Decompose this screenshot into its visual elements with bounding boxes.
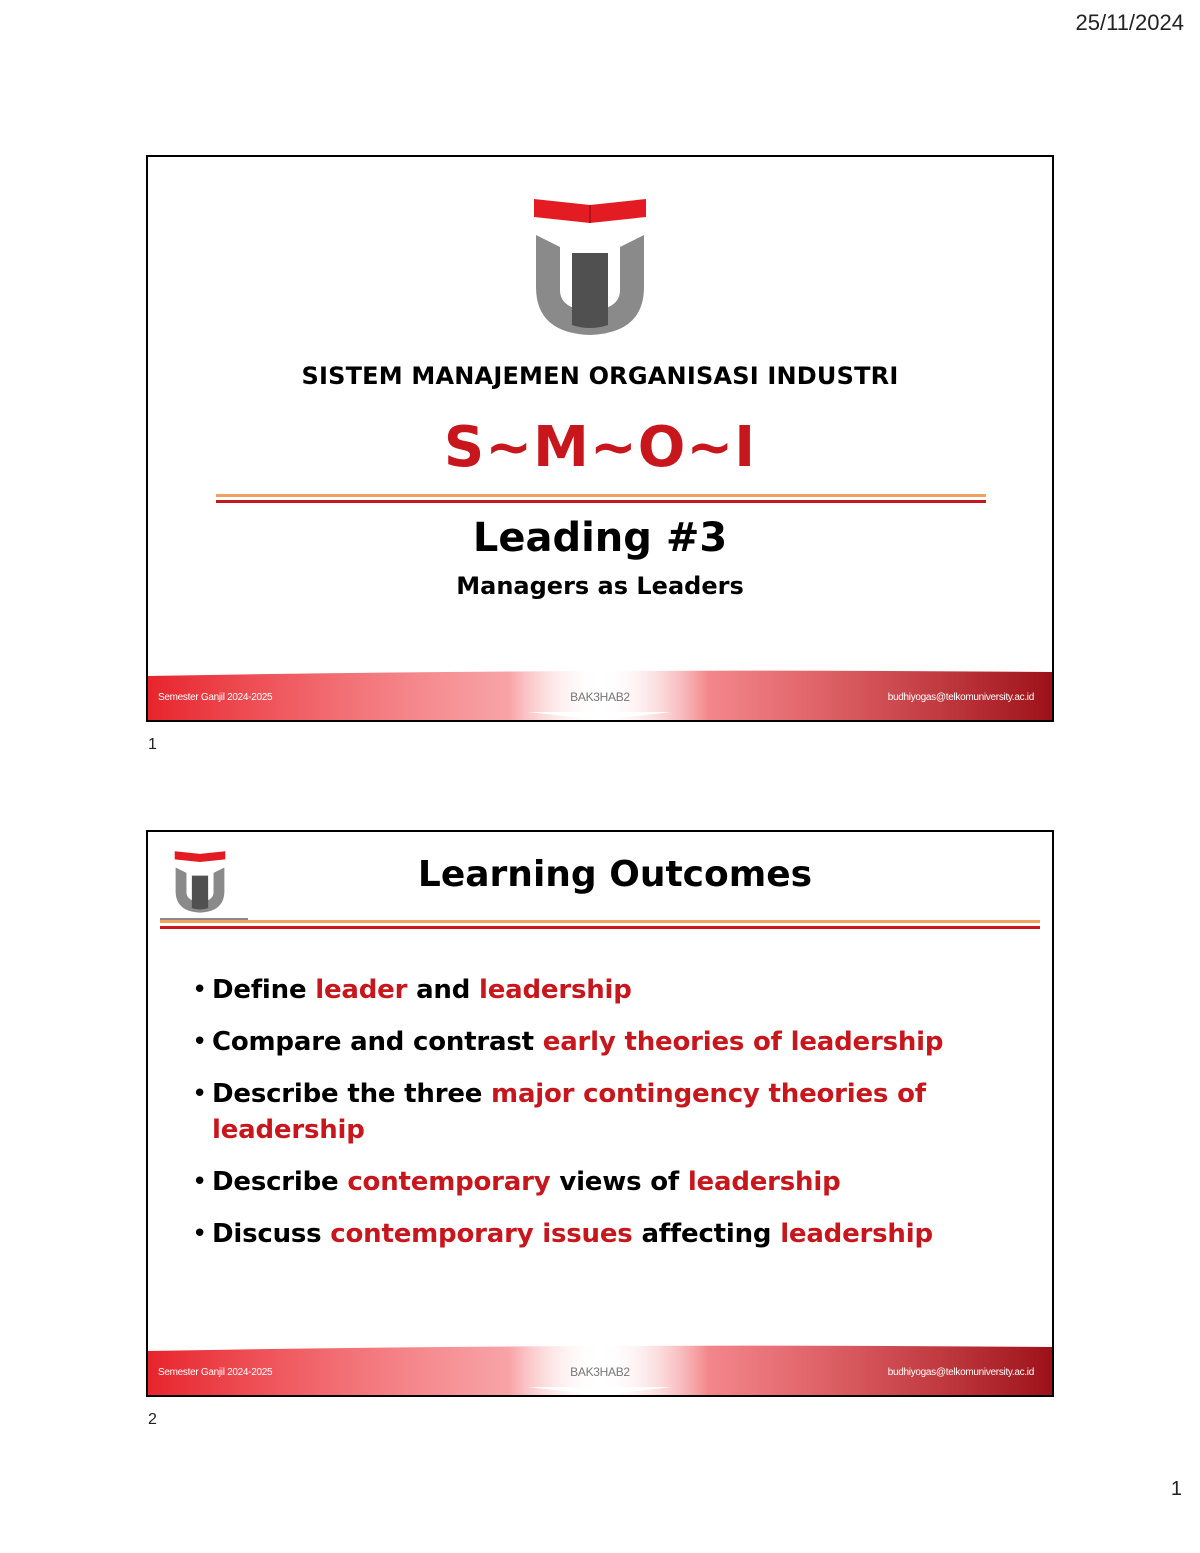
footer-email: budhiyogas@telkomuniversity.ac.id bbox=[887, 1367, 1034, 1378]
slide-footer bbox=[148, 1343, 1052, 1395]
footer-course-code: BAK3HAB2 bbox=[570, 1365, 630, 1379]
list-item bbox=[192, 1076, 1012, 1148]
divider-rule bbox=[160, 926, 1040, 929]
list-item bbox=[192, 1216, 1012, 1252]
bullet-text: Compare and contrast bbox=[212, 1027, 543, 1057]
highlight-text: leadership bbox=[780, 1219, 933, 1249]
list-item bbox=[192, 1164, 1012, 1200]
footer-course-code: BAK3HAB2 bbox=[570, 690, 630, 704]
slide-footer bbox=[148, 668, 1052, 720]
divider-rule bbox=[160, 920, 1040, 923]
slide-number: 1 bbox=[148, 736, 157, 753]
footer-semester: Semester Ganjil 2024-2025 bbox=[158, 692, 273, 703]
divider-rule bbox=[216, 494, 986, 497]
bullet-text: Describe the three bbox=[212, 1079, 492, 1109]
divider-rule bbox=[216, 500, 986, 503]
list-item bbox=[192, 972, 1012, 1008]
slide-number: 2 bbox=[148, 1411, 157, 1428]
highlight-text: contemporary issues bbox=[330, 1219, 633, 1249]
bullet-text: and bbox=[407, 975, 479, 1005]
bullet-text: views of bbox=[550, 1167, 688, 1197]
slide-2 bbox=[146, 830, 1054, 1397]
highlight-text: major contingency theories of leadership bbox=[212, 1079, 926, 1145]
footer-email: budhiyogas@telkomuniversity.ac.id bbox=[887, 692, 1034, 703]
slide-subtitle: Managers as Leaders bbox=[456, 572, 744, 600]
course-name: SISTEM MANAJEMEN ORGANISASI INDUSTRI bbox=[301, 362, 899, 390]
list-item bbox=[192, 1024, 1012, 1060]
highlight-text: leadership bbox=[479, 975, 632, 1005]
highlight-text: leader bbox=[315, 975, 408, 1005]
page-number: 1 bbox=[1170, 1478, 1182, 1500]
footer-semester: Semester Ganjil 2024-2025 bbox=[158, 1367, 273, 1378]
bullet-text: Discuss bbox=[212, 1219, 331, 1249]
slide-title: Leading #3 bbox=[472, 515, 728, 561]
learning-outcomes-list bbox=[192, 972, 1012, 1268]
highlight-text: leadership bbox=[687, 1167, 841, 1197]
slide-title: Learning Outcomes bbox=[417, 854, 813, 895]
bullet-text: affecting bbox=[632, 1219, 781, 1249]
bullet-text: Describe bbox=[212, 1167, 348, 1197]
page-date: 25/11/2024 bbox=[1075, 10, 1184, 35]
slide-1 bbox=[146, 155, 1054, 722]
university-logo-icon bbox=[172, 848, 228, 914]
highlight-text: early theories of leadership bbox=[542, 1027, 944, 1057]
bullet-text: Define bbox=[212, 975, 316, 1005]
highlight-text: contemporary bbox=[347, 1167, 551, 1197]
university-logo-icon bbox=[528, 195, 652, 335]
course-acronym: S~M~O~I bbox=[443, 415, 757, 480]
